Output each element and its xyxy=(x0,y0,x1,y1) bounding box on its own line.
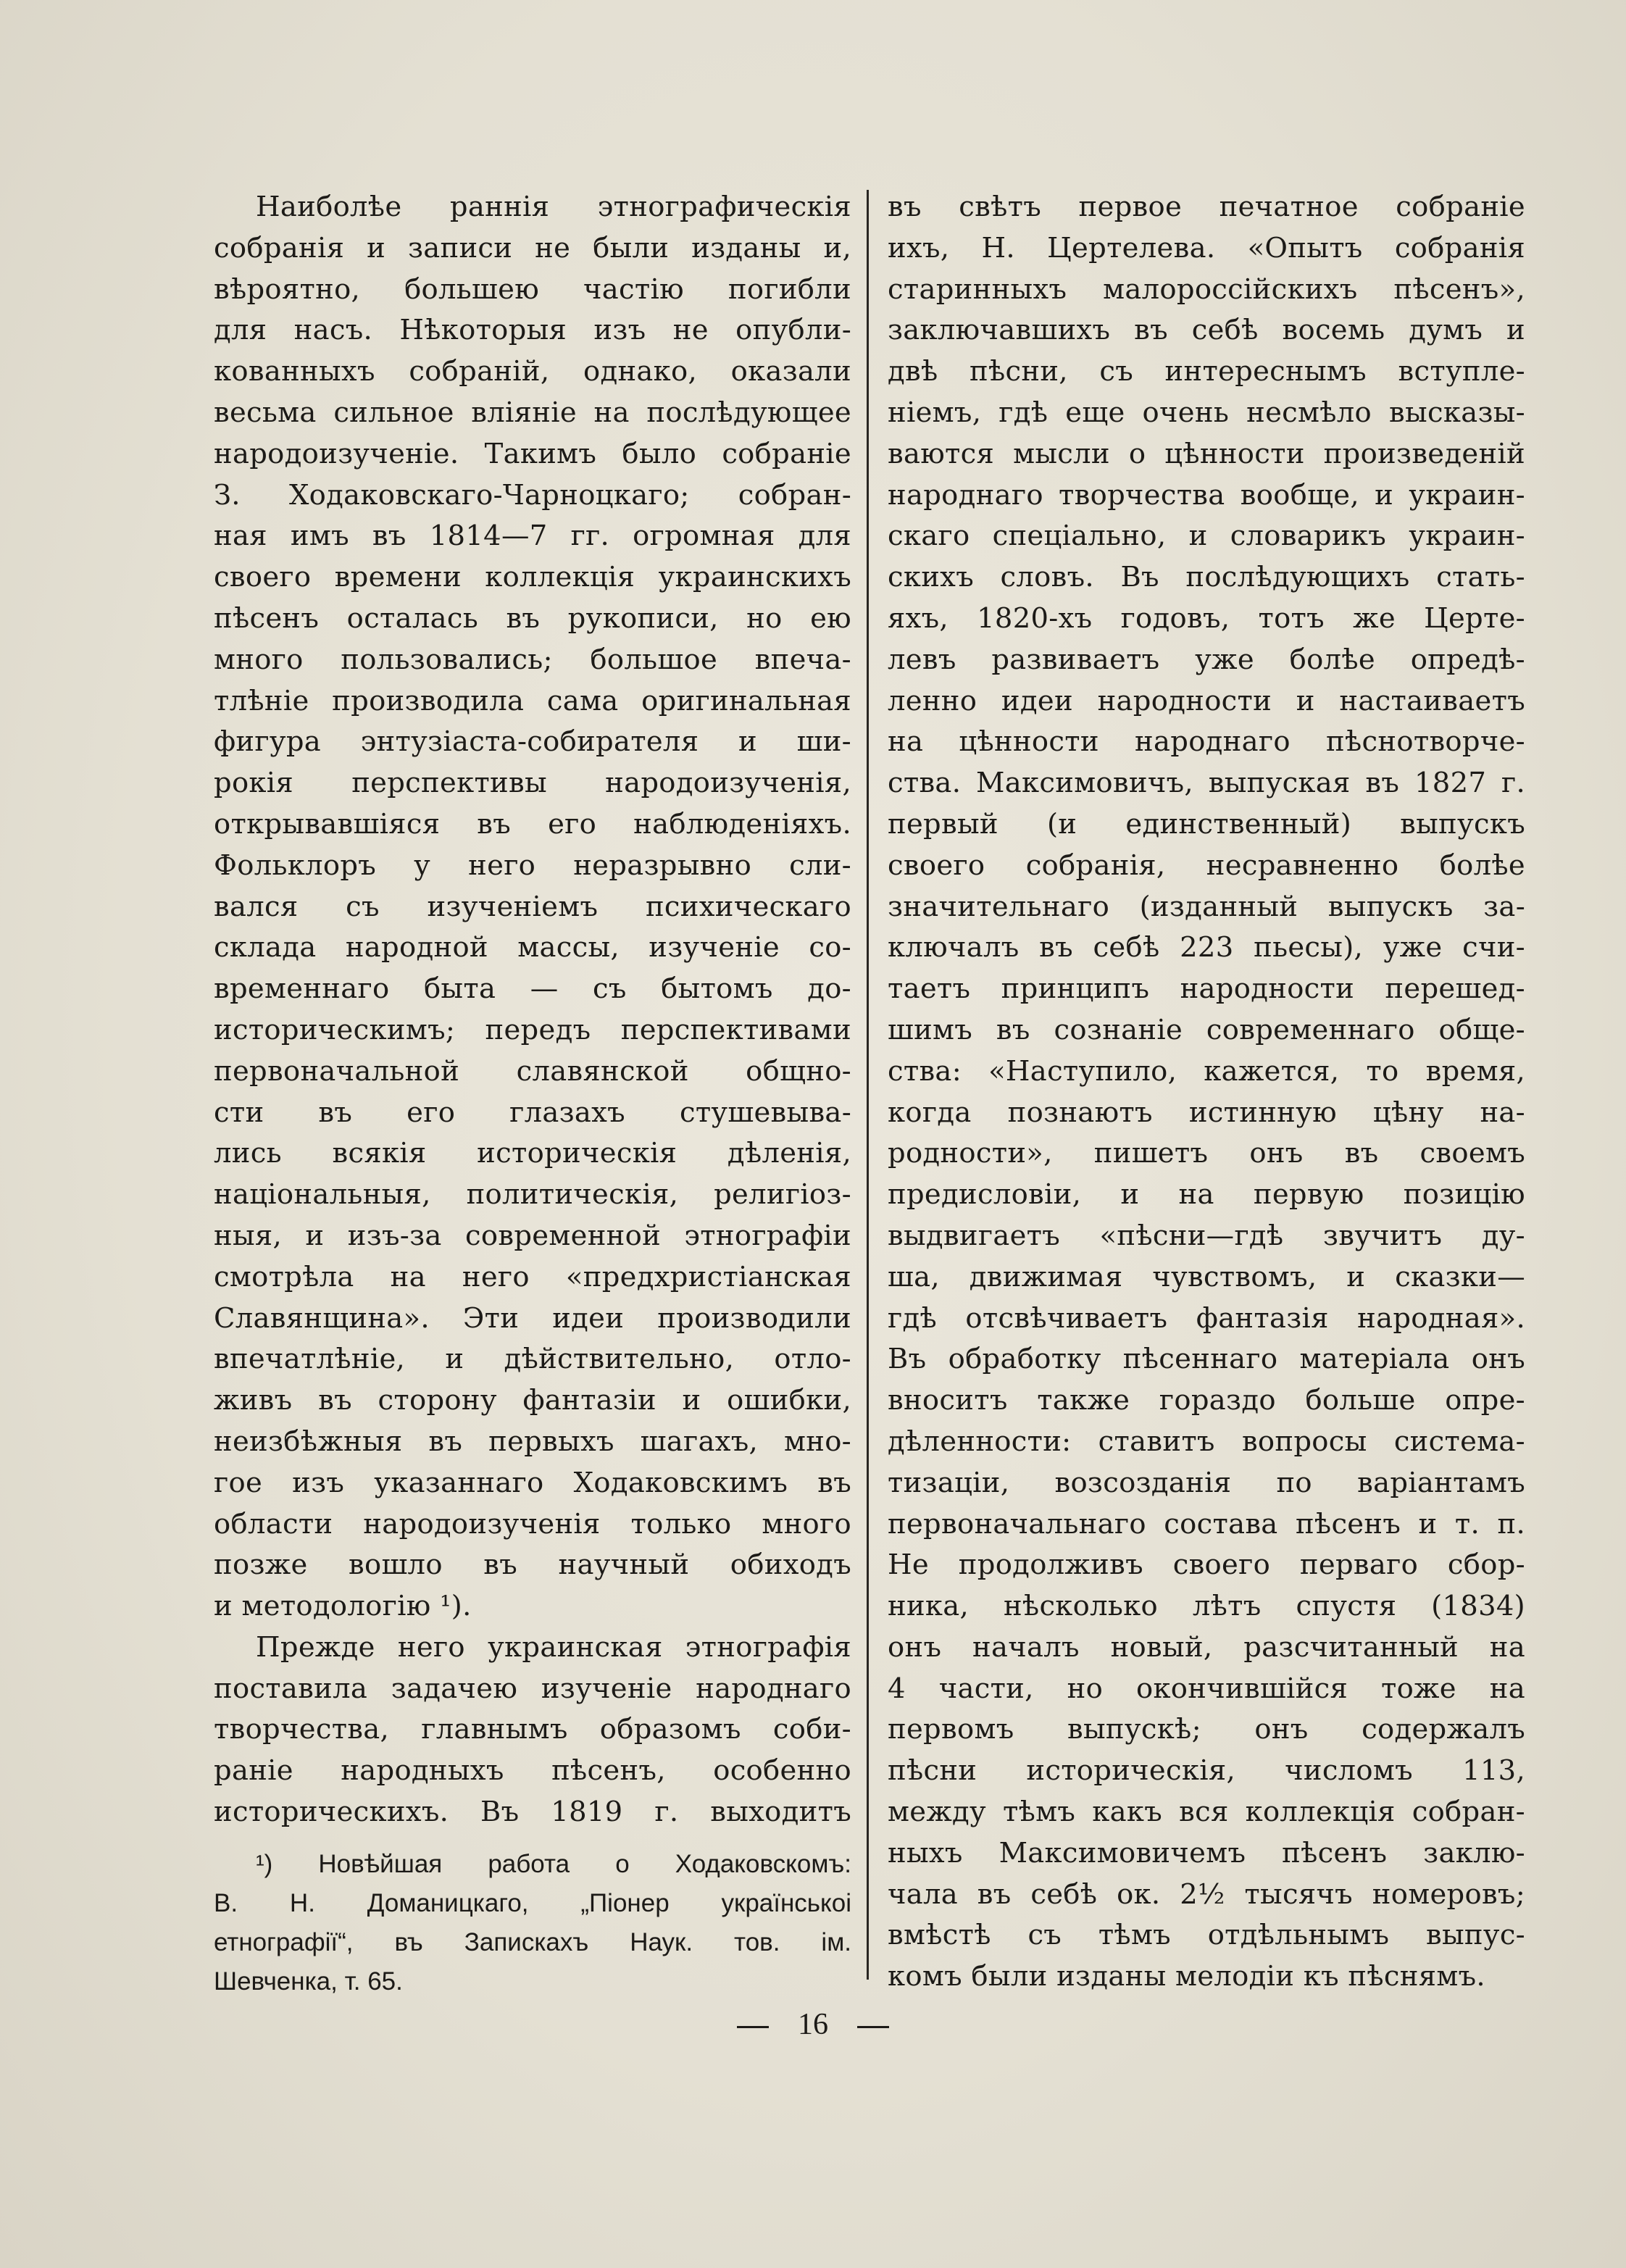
text-line: временнаго быта — съ бытомъ до- xyxy=(214,972,851,1006)
text-line: своего времени коллекція украинскихъ xyxy=(214,561,851,594)
text-line: ныя, и изъ-за современной этнографіи xyxy=(214,1219,851,1252)
text-line: ихъ, Н. Цертелева. «Опытъ собранія xyxy=(888,231,1525,264)
text-line: лись всякія историческія дѣленія, xyxy=(214,1137,851,1170)
right-column xyxy=(888,187,1525,1998)
text-line: историческихъ. Въ 1819 г. выходитъ xyxy=(214,1796,851,1829)
text-line: Славянщина». Эти идеи производили xyxy=(214,1301,851,1335)
text-line: значительнаго (изданный выпускъ за- xyxy=(888,890,1525,923)
text-line: ключалъ въ себѣ 223 пьесы), уже счи- xyxy=(888,931,1525,964)
text-line: чала въ себѣ ок. 2½ тысячъ номеровъ; xyxy=(888,1877,1525,1911)
text-line: комъ были изданы мелодіи къ пѣснямъ. xyxy=(888,1960,1485,1993)
column-divider xyxy=(867,190,869,1980)
text-line: вался съ изученіемъ психическаго xyxy=(214,890,851,923)
dash-right xyxy=(857,2026,889,2028)
text-line: родности», пишетъ онъ въ своемъ xyxy=(888,1137,1525,1170)
text-line: первоначальной славянской общно- xyxy=(214,1054,851,1088)
text-line: склада народной массы, изученіе со- xyxy=(214,931,851,964)
text-line: яхъ, 1820-хъ годовъ, тотъ же Церте- xyxy=(888,601,1525,635)
text-line: въ свѣтъ первое печатное собраніе xyxy=(888,191,1525,223)
text-line: позже вошло въ научный обиходъ xyxy=(214,1548,851,1582)
text-line: ныхъ Максимовичемъ пѣсенъ заклю- xyxy=(888,1836,1525,1869)
text-line: и методологію ¹). xyxy=(214,1590,472,1623)
text-line: двѣ пѣсни, съ интереснымъ вступле- xyxy=(888,355,1525,388)
text-line: народоизученіе. Такимъ было собраніе xyxy=(214,437,851,470)
text-line: ша, движимая чувствомъ, и сказки— xyxy=(888,1260,1525,1293)
footnote-line: В. Н. Доманицкаго, „Піонер українськоі xyxy=(214,1889,851,1917)
text-line: Наиболѣе раннія этнографическія xyxy=(256,191,851,223)
text-line: для насъ. Нѣкоторыя изъ не опубли- xyxy=(214,314,851,347)
text-line: дѣленности: ставитъ вопросы система- xyxy=(888,1425,1525,1458)
text-line: смотрѣла на него «предхристіанская xyxy=(214,1260,851,1293)
left-column xyxy=(214,187,851,1833)
footnote-line: етнографії“, въ Запискахъ Наук. тов. ім. xyxy=(214,1928,851,1956)
text-line: открывавшіяся въ его наблюденіяхъ. xyxy=(214,807,851,841)
text-line: историческимъ; передъ перспективами xyxy=(214,1013,851,1046)
text-line: тлѣніе производила сама оригинальная xyxy=(214,684,851,717)
text-line: Не продолживъ своего перваго сбор- xyxy=(888,1548,1525,1582)
text-line: таетъ принципъ народности перешед- xyxy=(888,972,1525,1006)
text-line: весьма сильное вліяніе на послѣдующее xyxy=(214,396,851,429)
footnote xyxy=(214,1845,851,2001)
text-line: левъ развиваетъ уже болѣе опредѣ- xyxy=(888,643,1525,676)
text-line: гдѣ отсвѣчиваетъ фантазія народная». xyxy=(888,1301,1525,1335)
text-line: предисловіи, и на первую позицію xyxy=(888,1178,1525,1212)
text-line: сти въ его глазахъ стушевыва- xyxy=(214,1096,851,1129)
text-line: вмѣстѣ съ тѣмъ отдѣльнымъ выпус- xyxy=(888,1919,1525,1952)
text-line: между тѣмъ какъ вся коллекція собран- xyxy=(888,1796,1525,1829)
text-line: на цѣнности народнаго пѣснотворче- xyxy=(888,725,1525,759)
text-line: З. Ходаковскаго-Чарноцкаго; собран- xyxy=(214,478,851,512)
text-line: скаго спеціально, и словарикъ украин- xyxy=(888,520,1525,553)
text-line: впечатлѣніе, и дѣйствительно, отло- xyxy=(214,1343,851,1376)
text-line: поставила задачею изученіе народнаго xyxy=(214,1672,851,1705)
text-line: тизаціи, возсозданія по варіантамъ xyxy=(888,1466,1525,1499)
text-line: вноситъ также гораздо больше опре- xyxy=(888,1384,1525,1417)
text-line: рокія перспективы народоизученія, xyxy=(214,767,851,800)
text-line: первоначальнаго состава пѣсенъ и т. п. xyxy=(888,1507,1525,1541)
text-line: первый (и единственный) выпускъ xyxy=(888,807,1525,841)
text-line: заключавшихъ въ себѣ восемь думъ и xyxy=(888,314,1525,347)
footnote-line: ¹) Новѣйшая работа о Ходаковскомъ: xyxy=(256,1850,851,1878)
text-line: ленно идеи народности и настаиваетъ xyxy=(888,684,1525,717)
text-line: шимъ въ сознаніе современнаго обще- xyxy=(888,1013,1525,1046)
text-line: народнаго творчества вообще, и украин- xyxy=(888,478,1525,512)
text-line: области народоизученія только много xyxy=(214,1507,851,1541)
text-line: кованныхъ собраній, однако, оказали xyxy=(214,355,851,388)
text-line: ная имъ въ 1814—7 гг. огромная для xyxy=(214,520,851,553)
text-line: ства. Максимовичъ, выпуская въ 1827 г. xyxy=(888,767,1525,800)
footnote-line: Шевченка, т. 65. xyxy=(214,1967,403,1996)
page-number-text: 16 xyxy=(798,2008,828,2041)
text-line: 4 части, но окончившійся тоже на xyxy=(888,1672,1525,1705)
text-line: неизбѣжныя въ первыхъ шагахъ, мно- xyxy=(214,1425,851,1458)
text-line: первомъ выпускѣ; онъ содержалъ xyxy=(888,1713,1525,1746)
text-line: пѣсни историческія, числомъ 113, xyxy=(888,1754,1525,1788)
text-line: Прежде него украинская этнографія xyxy=(256,1630,851,1664)
text-line: національныя, политическія, религіоз- xyxy=(214,1178,851,1212)
dash-left xyxy=(737,2026,769,2028)
text-line: выдвигаетъ «пѣсни—гдѣ звучитъ ду- xyxy=(888,1219,1525,1252)
text-line: живъ въ сторону фантазіи и ошибки, xyxy=(214,1384,851,1417)
text-line: старинныхъ малороссійскихъ пѣсенъ», xyxy=(888,272,1525,306)
text-line: когда познаютъ истинную цѣну на- xyxy=(888,1096,1525,1129)
text-line: онъ началъ новый, разсчитанный на xyxy=(888,1630,1525,1664)
text-line: Фольклоръ у него неразрывно сли- xyxy=(214,849,851,882)
text-line: Въ обработку пѣсеннаго матеріала онъ xyxy=(888,1343,1525,1376)
text-line: ника, нѣсколько лѣтъ спустя (1834) xyxy=(888,1590,1525,1623)
text-line: гое изъ указаннаго Ходаковскимъ въ xyxy=(214,1466,851,1499)
text-line: пѣсенъ осталась въ рукописи, но ею xyxy=(214,601,851,635)
text-line: раніе народныхъ пѣсенъ, особенно xyxy=(214,1754,851,1788)
text-line: собранія и записи не были изданы и, xyxy=(214,231,851,264)
text-line: вѣроятно, большею частію погибли xyxy=(214,272,851,306)
page-number xyxy=(0,2007,1626,2042)
text-line: ніемъ, гдѣ еще очень несмѣло высказы- xyxy=(888,396,1525,429)
text-line: ваются мысли о цѣнности произведеній xyxy=(888,437,1525,470)
text-line: много пользовались; большое впеча- xyxy=(214,643,851,676)
text-line: ства: «Наступило, кажется, то время, xyxy=(888,1054,1525,1088)
text-line: фигура энтузіаста-собирателя и ши- xyxy=(214,725,851,759)
text-line: творчества, главнымъ образомъ соби- xyxy=(214,1713,851,1746)
text-line: скихъ словъ. Въ послѣдующихъ стать- xyxy=(888,561,1525,594)
text-line: своего собранія, несравненно болѣе xyxy=(888,849,1525,882)
